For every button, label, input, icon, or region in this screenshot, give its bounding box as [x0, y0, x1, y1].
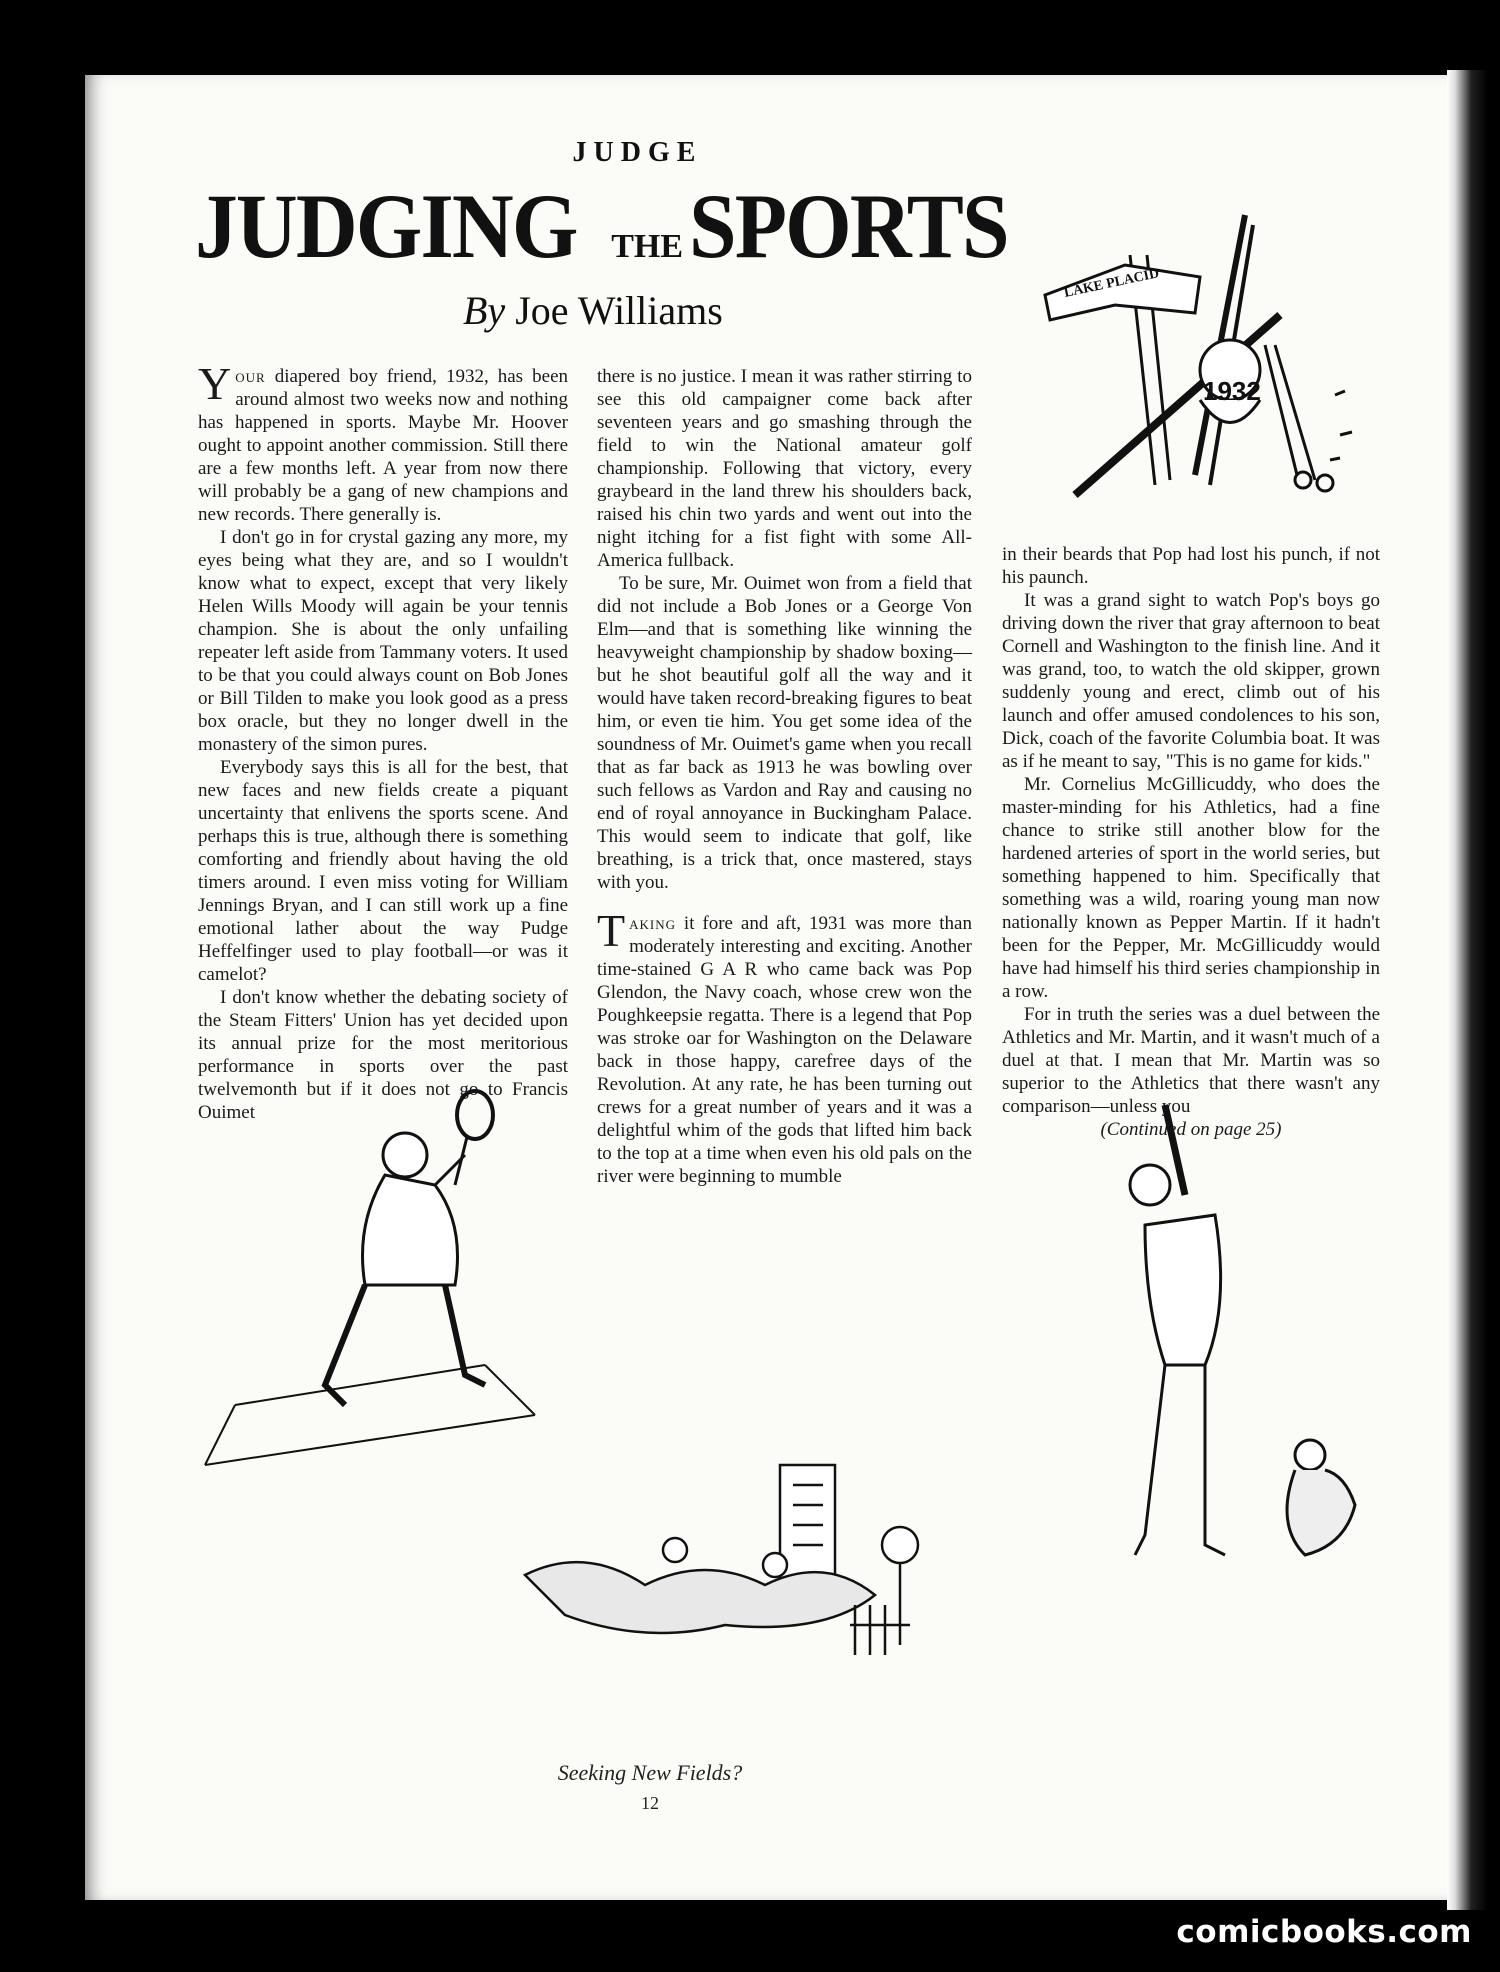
page-number: 12 — [641, 1793, 659, 1813]
watermark: comicbooks.com — [1176, 1914, 1472, 1950]
magazine-spine — [1447, 70, 1487, 1910]
drop-cap: T — [597, 905, 626, 956]
ski-number-text: 1932 — [1203, 376, 1261, 406]
byline-author: Joe Williams — [515, 288, 723, 333]
paragraph — [597, 905, 972, 1188]
paragraph-text: diapered boy friend, 1932, has been around almost two weeks now and nothing has happened in sports. Maybe Mr. Hoover ought to appoint another commission. Still there are a few months left. A year from now there will probably be a gang of new champions and new records. There generally is. — [198, 366, 568, 525]
article-column-2 — [597, 365, 972, 1188]
paragraph: in their beards that Pop had lost his punch, if not his paunch. — [1002, 544, 1380, 588]
byline — [463, 287, 723, 334]
small-caps-lead: aking — [629, 913, 676, 934]
baseball-batter-illustration — [1105, 1105, 1405, 1595]
ski-baby-illustration — [1035, 195, 1395, 535]
magazine-page — [85, 75, 1447, 1900]
masthead: JUDGE — [572, 137, 703, 168]
title-part2: SPORTS — [689, 175, 1008, 277]
paragraph: Everybody says this is all for the best, that new faces and new fields create a piquant uncertainty that enlivens the sports scene. And perhaps this is true, although there is something comforting and friendly about having the old timers around. I even miss voting for William Jennings Bryan, and I can still work up a fine emotional lather about the way Pudge Heffelfinger used to play football—or was it camelot? — [198, 757, 568, 985]
paragraph: For in truth the series was a duel between the Athletics and Mr. Martin, and it wasn't much of a duel at that. I mean that Mr. Martin was so superior to the Athletics that there wasn't any comparison—unless you — [1002, 1004, 1380, 1117]
continued-note: (Continued on page 25) — [1100, 1119, 1282, 1140]
paragraph: It was a grand sight to watch Pop's boys go driving down the river that gray afternoon to beat Cornell and Washington to the finish line. And it was grand, too, to watch the old skipper, grown suddenly young and erect, climb out of his launch and offer amused condolences to his son, Dick, coach of the favorite Columbia boat. It was as if he meant to say, "This is no game for kids." — [1002, 590, 1380, 772]
illustration-caption: Seeking New Fields? — [557, 1760, 743, 1785]
paragraph-text: it fore and aft, 1931 was more than moderately interesting and exciting. Another time-stained G A R who came back was Pop Glendon, the Navy coach, whose crew won the Poughkeepsie regatta. There is a legend that Pop was stroke oar for Washington on the Delaware back in those happy, carefree days of the Revolution. At any rate, he has been turning out crews for a great number of years and it was a delightful whim of the gods that lifted him back to the top at a time when even his old pals on the river were beginning to mumble — [597, 913, 972, 1187]
ski-sign-text: LAKE PLACID — [1062, 266, 1161, 301]
article-column-1 — [198, 358, 568, 1124]
tennis-player-illustration — [205, 1085, 535, 1485]
paragraph: I don't go in for crystal gazing any more, my eyes being what they are, and so I wouldn't know what to expect, except that very likely Helen Wills Moody will again be your tennis champion. She is about the only unfailing repeater left aside from Tammany voters. It used to be that you could always count on Bob Jones or Bill Tilden to make you look good as a press box oracle, but they no longer dwell in the monastery of the simon pures. — [198, 527, 568, 755]
paragraph: To be sure, Mr. Ouimet won from a field that did not include a Bob Jones or a George Von Elm—and that is something like winning the heavyweight championship by shadow boxing—but he shot beautiful golf all the way and it would have taken record-breaking figures to beat him, or even tie him. You get some idea of the soundness of Mr. Ouimet's game when you recall that as far back as 1913 he was bowling over such fellows as Vardon and Ray and causing no end of royal annoyance in Buckingham Palace. This would seem to indicate that golf, like breathing, is a trick that, once mastered, stays with you. — [597, 573, 972, 893]
paragraph — [198, 358, 568, 526]
paragraph: there is no justice. I mean it was rather stirring to see this old campaigner come back after seventeen years and go smashing through the field to win the National amateur golf championship. Following that victory, every graybeard in the land threw his shoulders back, raised his chin two yards and went out into the night itching for a fist fight with some All-America fullback. — [597, 366, 972, 571]
article-column-3 — [1002, 543, 1380, 1141]
title-part1: JUDGING — [195, 175, 577, 277]
horse-race-illustration — [525, 1465, 965, 1665]
small-caps-lead: our — [235, 366, 266, 387]
paragraph: I don't know whether the debating society of the Steam Fitters' Union has yet decided upon its annual prize for the most meritorious performance in sports over the past twelvemonth but if it does not go to Francis Ouimet — [198, 987, 568, 1123]
byline-by: By — [463, 288, 506, 333]
paragraph: Mr. Cornelius McGillicuddy, who does the master-minding for his Athletics, had a fine chance to strike still another blow for the hardened arteries of sport in the world series, but something happened to him. Specifically that something was a wild, roaring young man now nationally known as Pepper Martin. If it hadn't been for the Pepper, Mr. McGillicuddy would have had himself his third series championship in a row. — [1002, 774, 1380, 1002]
drop-cap: Y — [198, 358, 232, 409]
title-connector: THE — [611, 228, 684, 265]
